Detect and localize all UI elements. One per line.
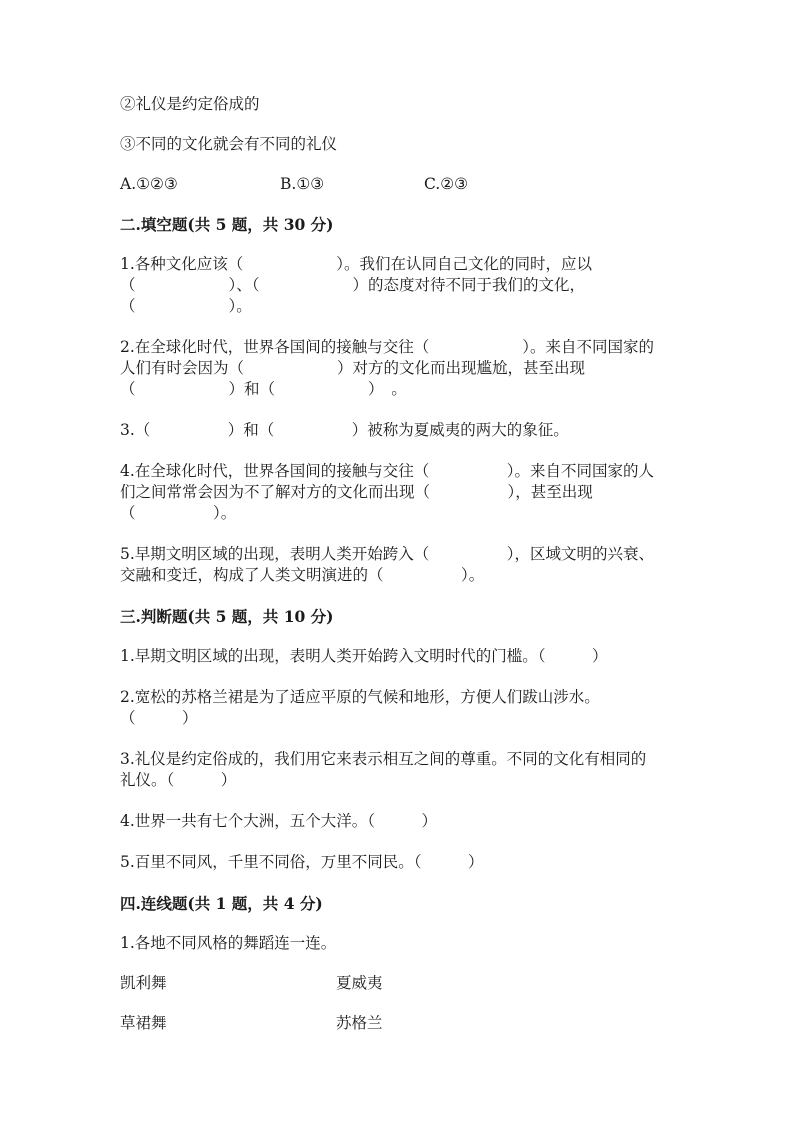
fill-question-3 bbox=[120, 420, 680, 441]
section-title-true-false: 三.判断题(共 5 题，共 10 分) bbox=[120, 607, 334, 626]
option-b: B.①③ bbox=[280, 175, 325, 193]
judge-question-4 bbox=[120, 811, 680, 832]
question-line: 5.早期文明区域的出现，表明人类开始跨入（ ），区域文明的兴衰、 bbox=[120, 545, 655, 563]
question-line: 礼仪。（ ） bbox=[120, 771, 237, 789]
question-line: 2.宽松的苏格兰裙是为了适应平原的气候和地形，方便人们跋山涉水。 bbox=[120, 688, 600, 706]
match-right-item: 夏威夷 bbox=[336, 974, 383, 992]
question-line: （ ）。 bbox=[120, 504, 237, 522]
question-line: （ ） bbox=[120, 709, 198, 727]
option-a: A.①②③ bbox=[120, 175, 178, 193]
question-line: 3.（ ）和（ ）被称为夏威夷的两大的象征。 bbox=[120, 421, 569, 439]
fill-question-5 bbox=[120, 544, 680, 586]
question-line: 5.百里不同风，千里不同俗，万里不同民。（ ） bbox=[120, 853, 484, 871]
matching-question: 1.各地不同风格的舞蹈连一连。 bbox=[120, 934, 337, 952]
match-row-1 bbox=[120, 973, 680, 994]
match-row-2 bbox=[120, 1013, 680, 1034]
question-line: 4.在全球化时代，世界各国间的接触与交往（ ）。来自不同国家的人 bbox=[120, 462, 655, 480]
judge-question-3 bbox=[120, 749, 680, 791]
judge-question-2 bbox=[120, 687, 680, 729]
fill-question-4 bbox=[120, 461, 680, 524]
question-line: 1.各种文化应该（ ）。我们在认同自己文化的同时，应以 bbox=[120, 255, 593, 273]
question-line: （ ）。 bbox=[120, 297, 252, 315]
choice-statement-3: ③不同的文化就会有不同的礼仪 bbox=[120, 135, 338, 153]
question-line: 交融和变迁，构成了人类文明演进的（ ）。 bbox=[120, 566, 485, 584]
question-line: 2.在全球化时代，世界各国间的接触与交往（ ）。来自不同国家的 bbox=[120, 338, 655, 356]
fill-question-2 bbox=[120, 337, 680, 400]
question-line: 3.礼仪是约定俗成的，我们用它来表示相互之间的尊重。不同的文化有相同的 bbox=[120, 750, 647, 768]
judge-question-5 bbox=[120, 852, 680, 873]
choice-statement-2: ②礼仪是约定俗成的 bbox=[120, 95, 260, 113]
option-c: C.②③ bbox=[424, 175, 469, 193]
judge-question-1 bbox=[120, 646, 680, 667]
question-line: 1.早期文明区域的出现，表明人类开始跨入文明时代的门槛。（ ） bbox=[120, 647, 608, 665]
fill-question-1 bbox=[120, 254, 680, 317]
match-right-item: 苏格兰 bbox=[336, 1014, 383, 1032]
section-title-matching: 四.连线题(共 1 题，共 4 分) bbox=[120, 894, 323, 913]
section-title-fill-in: 二.填空题(共 5 题，共 30 分) bbox=[120, 215, 334, 234]
question-line: 4.世界一共有七个大洲，五个大洋。（ ） bbox=[120, 812, 438, 830]
question-line: 人们有时会因为（ ）对方的文化而出现尴尬，甚至出现 bbox=[120, 359, 586, 377]
question-line: （ ）和（ ） 。 bbox=[120, 380, 407, 398]
question-line: 们之间常常会因为不了解对方的文化而出现（ ），甚至出现 bbox=[120, 483, 593, 501]
match-left-item: 草裙舞 bbox=[120, 1014, 167, 1032]
question-line: （ ）、（ ）的态度对待不同于我们的文化， bbox=[120, 276, 586, 294]
choice-options bbox=[120, 174, 680, 195]
match-left-item: 凯利舞 bbox=[120, 974, 167, 992]
page-content bbox=[120, 94, 680, 1034]
